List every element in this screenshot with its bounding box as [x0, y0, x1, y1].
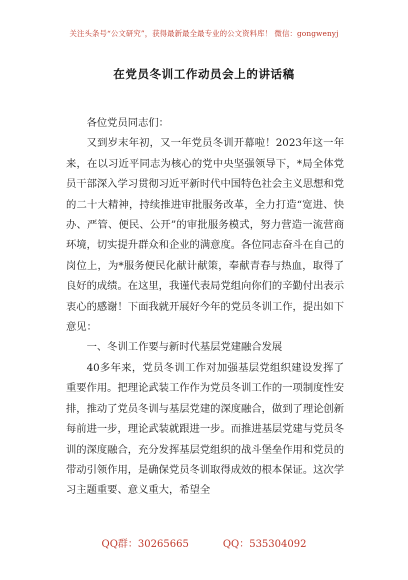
footer-qq-group: QQ群：30265665 — [101, 539, 189, 550]
section-heading-1: 一、冬训工作要与新时代基层党建融合发展 — [86, 341, 283, 354]
document-title: 在党员冬训工作动员会上的讲话稿 — [113, 67, 295, 81]
footer-qq-number: QQ：535304092 — [222, 539, 307, 550]
header-note: 关注头条号“公文研究”，获得最新最全最专业的公文资料库！ 微信：gongwenyj — [69, 29, 339, 38]
paragraph-section-1: 40多年来，党员冬训工作对加强基层党组织建设发挥了重要作用。把理论武装工作作为党员冬训工作的一项制度性安排，推动了党员冬训与基层党建的深度融合，做到了理论创新每前进一步，理论武装就跟进一步。而推进基层党建与党员冬训的深度融合，充分发挥基层党组织的战斗堡垒作用和党员的带动引领作用，是确保党员冬训取得成效的根本保证。这次学习主题重要、意义重大，希望全 — [66, 361, 345, 497]
footer-contact — [0, 535, 408, 550]
document-body — [66, 113, 344, 501]
paragraph-intro: 又到岁末年初，又一年党员冬训开幕啦！2023年这一年来，在以习近平同志为核心的党中央坚强领导下，*局全体党员干部深入学习贯彻习近平新时代中国特色社会主义思想和党的二十大精神，持续推进审批服务改革，全力打造“宽进、快办、严管、便民、公开”的审批服务模式，努力营造一流营商环境，切实提升群众和企业的满意度。各位同志奋斗在自己的岗位上，为*服务便民化献计献策，奉献青春与热血，取得了良好的成绩。在这里，我谨代表局党组向你们的辛勤付出表示衷心的感谢！下面我就开展好今年的党员冬训工作，提出如下意见： — [66, 137, 345, 334]
salutation: 各位党员同志们： — [86, 117, 169, 129]
